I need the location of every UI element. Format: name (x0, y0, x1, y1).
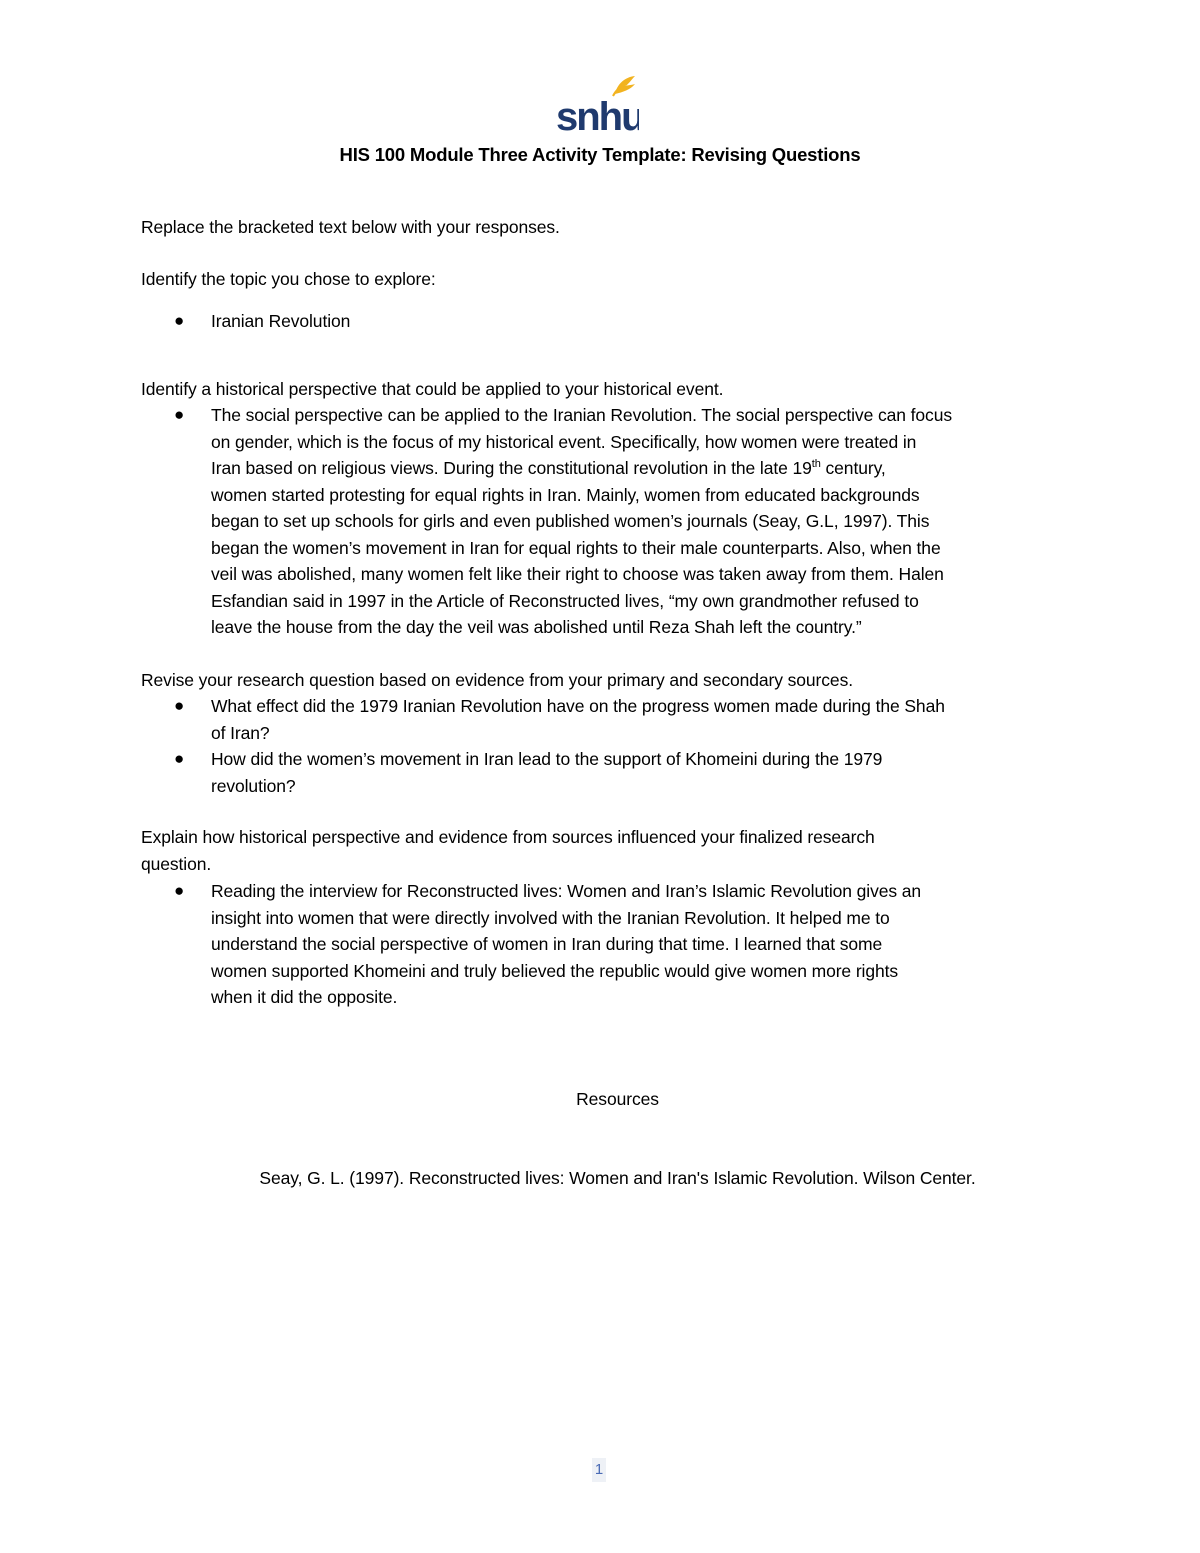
svg-text:snhu: snhu (556, 95, 639, 134)
perspective-line-text: Iran based on religious views. During the constitutional revolution in the late 19 (211, 458, 812, 478)
explain-line: insight into women that were directly involved with the Iranian Revolution. It helped me to (211, 907, 890, 928)
question-line: revolution? (211, 775, 296, 796)
list-item (141, 693, 1061, 746)
perspective-line: leave the house from the day the veil was abolished until Reza Shah left the country.” (211, 617, 862, 637)
snhu-logo (553, 72, 639, 134)
explain-list (141, 878, 1061, 1011)
bullet-icon: ● (174, 696, 185, 715)
perspective-line: veil was abolished, many women felt like their right to choose was taken away from them. Halen (211, 564, 944, 584)
document-title: HIS 100 Module Three Activity Template: Revising Questions (339, 144, 861, 165)
bullet-icon: ● (174, 311, 185, 330)
topic-list (141, 308, 1061, 335)
perspective-line: began to set up schools for girls and even published women’s journals (Seay, G.L, 1997). This (211, 511, 930, 531)
page-number: 1 (592, 1458, 606, 1482)
perspective-line-tail: century, (820, 458, 886, 478)
bullet-icon: ● (174, 881, 185, 900)
resources-citation: Seay, G. L. (1997). Reconstructed lives: Women and Iran's Islamic Revolution. Wilson Center. (259, 1168, 976, 1188)
superscript: th (811, 458, 821, 471)
intro-instruction: Replace the bracketed text below with your responses. (141, 217, 560, 237)
perspective-line: Esfandian said in 1997 in the Article of Reconstructed lives, “my own grandmother refused to (211, 590, 919, 611)
revise-prompt: Revise your research question based on evidence from your primary and secondary sources. (141, 670, 853, 690)
question-line: of Iran? (211, 722, 270, 743)
explain-line: when it did the opposite. (211, 987, 398, 1007)
bullet-icon: ● (174, 405, 185, 424)
perspective-line-with-sup (211, 455, 1061, 482)
question-line: What effect did the 1979 Iranian Revolution have on the progress women made during the Shah (211, 696, 945, 716)
revise-list (141, 693, 1061, 799)
question-line: How did the women’s movement in Iran lead to the support of Khomeini during the 1979 (211, 749, 883, 769)
topic-prompt: Identify the topic you chose to explore: (141, 269, 436, 289)
perspective-list (141, 402, 1061, 641)
list-item (141, 746, 1061, 799)
perspective-line: women started protesting for equal rights in Iran. Mainly, women from educated backgrounds (211, 484, 920, 505)
bullet-icon: ● (174, 749, 185, 768)
topic-answer: Iranian Revolution (211, 311, 351, 331)
explain-line: understand the social perspective of women in Iran during that time. I learned that some (211, 934, 883, 954)
list-item (141, 402, 1061, 641)
resources-heading: Resources (576, 1089, 659, 1109)
explain-prompt (141, 824, 875, 877)
explain-prompt-line: Explain how historical perspective and evidence from sources influenced your finalized research (141, 827, 875, 847)
explain-line: women supported Khomeini and truly believed the republic would give women more rights (211, 960, 899, 981)
list-item (141, 308, 1061, 335)
perspective-line: The social perspective can be applied to the Iranian Revolution. The social perspective can focus (211, 405, 952, 425)
list-item (141, 878, 1061, 1011)
perspective-prompt: Identify a historical perspective that could be applied to your historical event. (141, 379, 724, 399)
explain-prompt-line: question. (141, 853, 212, 874)
perspective-line: began the women’s movement in Iran for equal rights to their male counterparts. Also, when the (211, 537, 941, 558)
explain-line: Reading the interview for Reconstructed lives: Women and Iran’s Islamic Revolution gives an (211, 881, 922, 901)
perspective-line: on gender, which is the focus of my historical event. Specifically, how women were treated in (211, 431, 917, 452)
snhu-logo-graphic (553, 72, 639, 134)
